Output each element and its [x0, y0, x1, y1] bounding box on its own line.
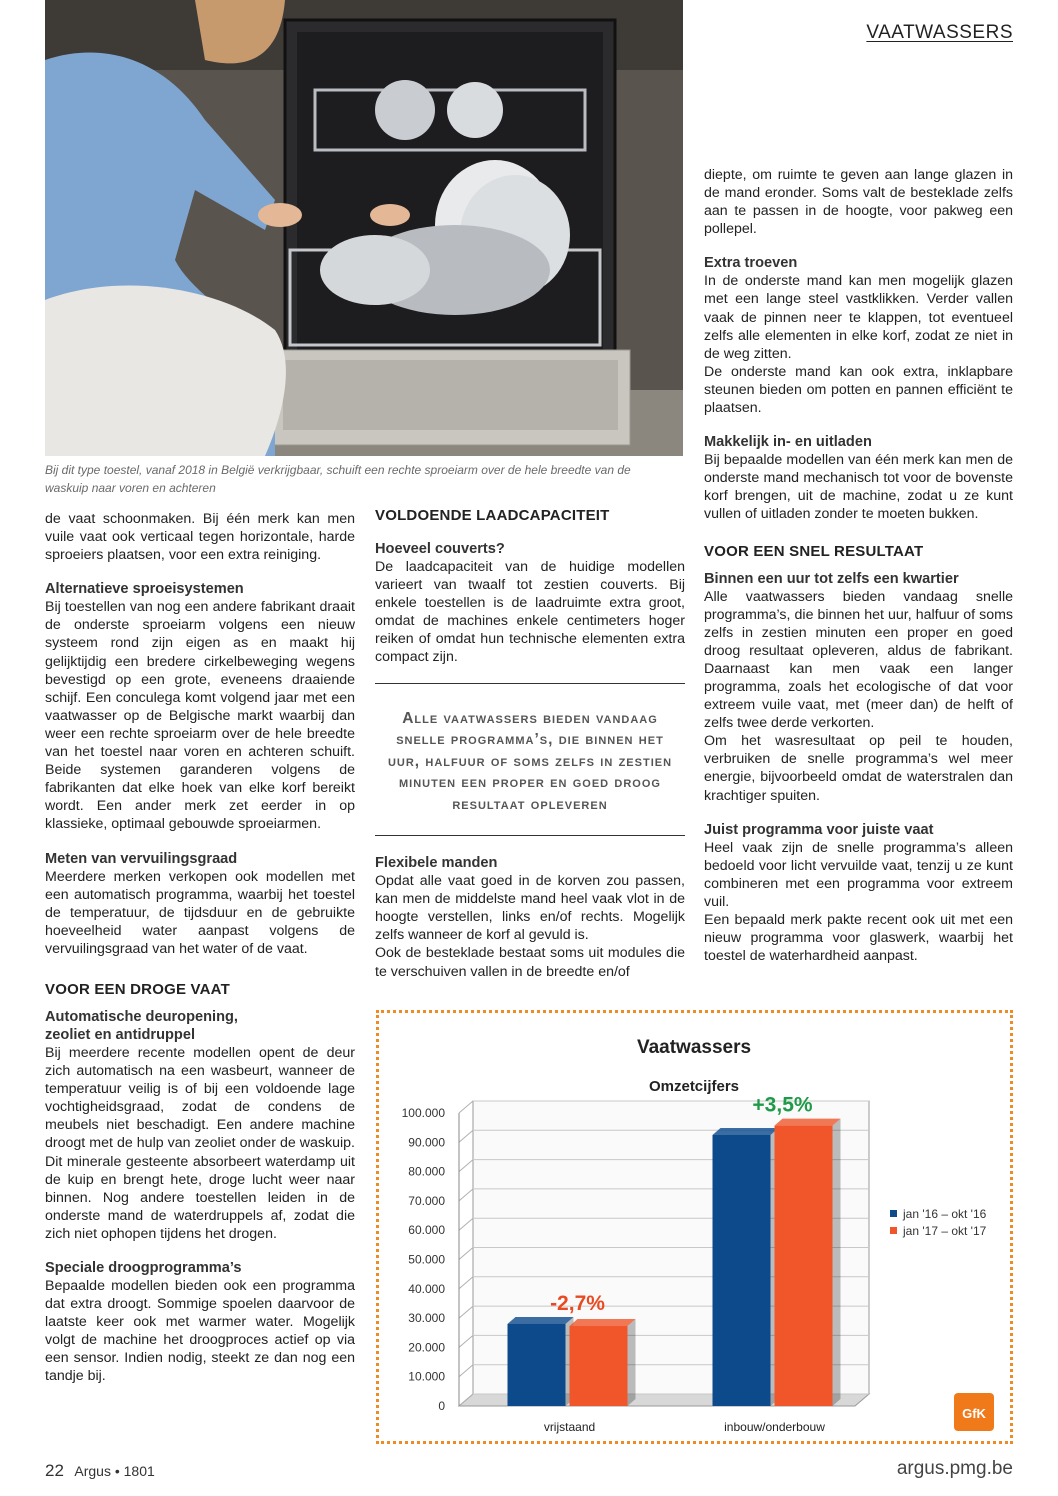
- pull-quote: Alle vaatwassers bieden vandaag snelle programma’s, die binnen het uur, halfuur of soms zelfs in zestien minuten een proper en goed droog resultaat opleveren: [375, 683, 685, 837]
- bar-top: [713, 1128, 779, 1135]
- heading-meten: Meten van vervuilingsgraad: [45, 850, 238, 867]
- paragraph-flexibele-2: Ook de besteklade bestaat soms uit modules die te verschuiven vallen in de breedte en/of: [375, 945, 685, 980]
- y-tick-label: 60.000: [408, 1223, 445, 1238]
- column-1: [45, 510, 355, 1386]
- legend-swatch: [890, 1227, 897, 1234]
- heading-extra-troeven: Extra troeven: [704, 255, 798, 272]
- bar-top: [570, 1319, 636, 1326]
- gridline-diag: [459, 1218, 473, 1230]
- gridline-diag: [459, 1101, 473, 1113]
- chart-box: [376, 1010, 1013, 1444]
- heading-alternatieve-sproeisystemen: Alternatieve sproeisystemen: [45, 581, 244, 598]
- bar-top: [508, 1317, 574, 1324]
- heading-binnen-een-uur: Binnen een uur tot zelfs een kwartier: [704, 570, 959, 587]
- y-tick-label: 40.000: [408, 1281, 445, 1296]
- gridline-diag: [459, 1335, 473, 1347]
- column-3: [704, 166, 1013, 965]
- y-tick-label: 30.000: [408, 1311, 445, 1326]
- legend-swatch: [890, 1210, 897, 1217]
- paragraph-makkelijk: Bij bepaalde modellen van één merk kan men de onderste mand mechanisch tot voor de bovenste korf brengen, uit de machine, zodat u ze kunt vullen of uitladen zonder te moeten bukken.: [704, 452, 1013, 523]
- column-2: [375, 506, 685, 981]
- website-link[interactable]: argus.pmg.be: [896, 1458, 1013, 1479]
- heading-automatische-deuropening: Automatische deuropening, zeoliet en antidruppel: [45, 1008, 238, 1043]
- y-tick-label: 20.000: [408, 1340, 445, 1355]
- gridline-diag: [459, 1130, 473, 1142]
- x-tick-label: inbouw/onderbouw: [724, 1420, 825, 1434]
- bar-0-0: [508, 1324, 566, 1406]
- gridline-diag: [459, 1277, 473, 1289]
- paragraph-diepte: diepte, om ruimte te geven aan lange glazen in de mand eronder. Soms valt de besteklade zelfs aan te passen in de hoogte, voor pakweg een pollepel.: [704, 167, 1013, 238]
- gridline-diag: [459, 1160, 473, 1172]
- section-tag: VAATWASSERS: [866, 22, 1013, 43]
- y-tick-label: 50.000: [408, 1252, 445, 1267]
- gfk-logo-text: GfK: [962, 1406, 986, 1421]
- paragraph-meten: Meerdere merken verkopen ook modellen met een automatisch programma, waarbij het toestel de temperatuur, de tijdsduur en de gebruikte hoeveelheid water aanpast volgens de vervuilingsgraad van het water of de vaat.: [45, 868, 355, 957]
- paragraph-extra-1: In de onderste mand kan men mogelijk glazen met een lange steel vastklikken. Verder vallen vaak de pinnen neer te klappen, tot eventueel zelfs alle elementen in elke korf, zodat ze niet in de weg zitten.: [704, 273, 1013, 362]
- paragraph-juist-2: Een bepaald merk pakte recent ook uit met een nieuw programma voor glaswerk, waarbij het toestel de waterhardheid aanpast.: [704, 912, 1013, 965]
- gridline-diag: [459, 1189, 473, 1201]
- gridline-diag: [459, 1306, 473, 1318]
- paragraph-extra-2: De onderste mand kan ook extra, inklapbare steunen bieden om potten en pannen efficiënt te plaatsen.: [704, 363, 1013, 417]
- gridline-diag: [459, 1248, 473, 1260]
- paragraph-flexibele-1: Opdat alle vaat goed in de korven zou passen, kan men de middelste mand heel vaak vlot in de hoogte verstellen, links en/of rechts. Mogelijk zelfs wanneer de korf al gevuld is.: [375, 873, 685, 944]
- page-number: 22: [45, 1461, 64, 1480]
- y-tick-label: 70.000: [408, 1193, 445, 1208]
- photo-caption: Bij dit type toestel, vanaf 2018 in België verkrijgbaar, schuift een rechte sproeiarm over de hele breedte van de waskuip naar voren en achteren: [45, 463, 631, 495]
- paragraph-speciale: Bepaalde modellen bieden ook een programma dat extra droogt. Sommige spoelen daarvoor de laatste keer ook met warmer water. Mogelijk volgt de machine het droogproces actief op via een sensor. Indien nodig, steekt ze dan nog een tandje bij.: [45, 1278, 355, 1385]
- bar-1-1: [775, 1126, 833, 1406]
- dishwasher-photo: [45, 0, 683, 456]
- paragraph-juist-1: Heel vaak zijn de snelle programma’s alleen bedoeld voor licht vervuilde vaat, tenzij u ze kunt combineren met een programma voor extreem vuil.: [704, 839, 1013, 910]
- paragraph-automatische: Bij meerdere recente modellen opent de deur zich automatisch na een wasbeurt, wanneer de temperatuur veilig is of bij een voldoende lage vochtigheidsgraad, zodat de condens de meubels niet beschadigt. Een andere machine droogt met de hulp van zeoliet onder de waskuip. Dit minerale gesteente absorbeert waterdamp uit de kuip en brengt hete, droge lucht weer naar binnen. Nog andere toestellen leiden in de onderste mand de waterdruppels af, zodat die zich niet ophopen tijdens het drogen.: [45, 1044, 355, 1242]
- bar-1-0: [713, 1135, 771, 1406]
- paragraph-alternatieve: Bij toestellen van nog een andere fabrikant draait de onderste sproeiarm volgens een nieuw systeem rond zijn eigen as en maakt hij gelijktijdig een bredere cirkelbeweging wegens bevestigd op een grote, eveneens draaiende schijf. Een conculega komt volgend jaar met een vaatwasser op de Belgische markt waarbij dan weer een rechte sproeiarm over de hele breedte van het toestel naar voren en achteren schuift. Beide systemen garanderen volgens de fabrikanten dat elke hoek van elke korf bereikt wordt. Een ander merk zet eerder in op klassieke, optimaal gebouwde sproeiarmen.: [45, 599, 355, 833]
- section-heading-snel-resultaat: VOOR EEN SNEL RESULTAAT: [704, 542, 924, 560]
- heading-speciale-droogprogrammas: Speciale droogprogramma’s: [45, 1260, 242, 1276]
- bar-0-1: [570, 1326, 628, 1406]
- y-tick-label: 80.000: [408, 1164, 445, 1179]
- x-tick-label: vrijstaand: [543, 1420, 596, 1434]
- chart-title: Vaatwassers: [636, 1037, 752, 1058]
- gridline-diag: [459, 1365, 473, 1377]
- y-tick-label: 0: [438, 1399, 445, 1413]
- change-annotation: +3,5%: [752, 1093, 813, 1117]
- footer-left: [45, 1461, 155, 1481]
- bar-side: [833, 1119, 841, 1406]
- magazine-issue: Argus • 1801: [74, 1463, 155, 1479]
- heading-juist-programma: Juist programma voor juiste vaat: [704, 821, 934, 838]
- y-tick-label: 90.000: [408, 1135, 445, 1150]
- bar-chart: [379, 1013, 1010, 1441]
- bar-top: [775, 1119, 841, 1126]
- paragraph-couverts: De laadcapaciteit van de huidige modellen varieert van twaalf tot zestien couverts. Bij enkele toestellen is de laadruimte extra groot, omdat de machines enkele centimeters hoger reiken of omdat hun technische elementen extra compact zijn.: [375, 559, 685, 666]
- heading-makkelijk: Makkelijk in- en uitladen: [704, 434, 872, 451]
- bar-side: [628, 1319, 636, 1406]
- paragraph-binnen-2: Om het wasresultaat op peil te houden, verbruiken de snelle programma’s wel meer energie, bijvoorbeeld omdat de waterstralen dan krachtiger spuiten.: [704, 733, 1013, 804]
- section-heading-laadcapaciteit: VOLDOENDE LAADCAPACITEIT: [375, 507, 610, 524]
- y-tick-label: 10.000: [408, 1369, 445, 1384]
- col1-intro: de vaat schoonmaken. Bij één merk kan men vuile vaat ook verticaal tegen horizontale, harde sproeiers plaatsen, voor een extra reiniging.: [45, 511, 355, 564]
- change-annotation: -2,7%: [550, 1291, 605, 1315]
- paragraph-binnen-1: Alle vaatwassers bieden vandaag snelle programma’s, die binnen het uur, halfuur of soms zelfs in zestien minuten een proper en goed droog resultaat opleveren, aldus de fabrikant. Daarnaast kan men vaak een langer programma, zoals het ecologische of dat voor extreem vuile vaat, met (meer dan) de helft of zelfs twee derde verkorten.: [704, 588, 1013, 732]
- legend-label: jan '17 – okt '17: [903, 1224, 987, 1238]
- section-heading-droge-vaat: VOOR EEN DROGE VAAT: [45, 980, 230, 998]
- legend-label: jan '16 – okt '16: [903, 1207, 987, 1221]
- y-tick-label: 100.000: [401, 1106, 445, 1120]
- heading-hoeveel-couverts: Hoeveel couverts?: [375, 541, 505, 557]
- heading-flexibele-manden: Flexibele manden: [375, 855, 498, 872]
- chart-subtitle: Omzetcijfers: [648, 1078, 740, 1095]
